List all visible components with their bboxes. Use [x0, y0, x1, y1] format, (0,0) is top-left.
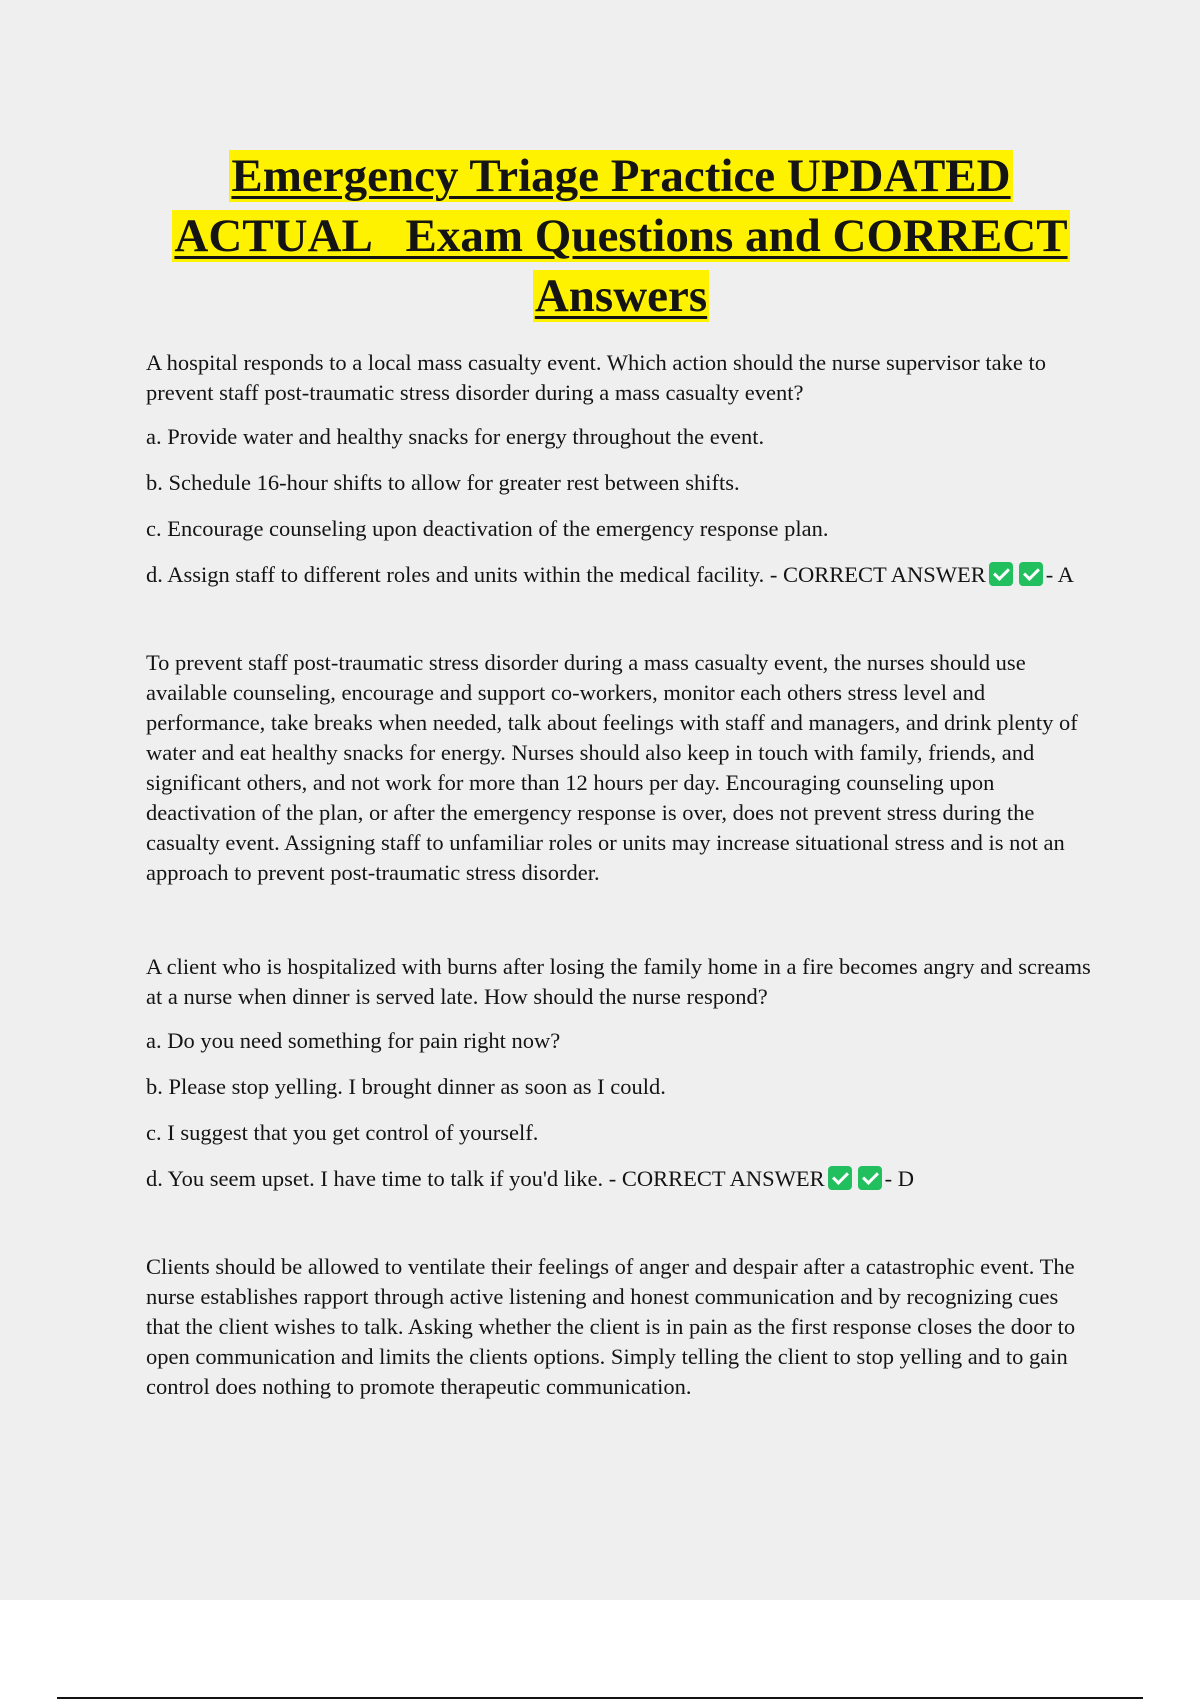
question-text: A hospital responds to a local mass casualty event. Which action should the nurse supervisor take to prevent staff post-traumatic stress disorder during a mass casualty event? — [146, 350, 1047, 405]
title-highlight-1: Emergency Triage Practice UPDATED — [231, 150, 1011, 202]
explanation-text: Clients should be allowed to ventilate their feelings of anger and despair after a catastrophic event. The nurse establishes rapport through active listening and honest communication and by recognizing cues that the client wishes to talk. Asking whether the client is in pain as the first response closes the door to open communication and limits the clients options. Simply telling the client to stop yelling and to gain control does nothing to promote therapeutic communication. — [146, 1254, 1076, 1399]
document-content — [146, 146, 1096, 1402]
option-b: b. Schedule 16-hour shifts to allow for greater rest between shifts. — [146, 470, 740, 495]
question-block-2 — [146, 952, 1096, 1402]
option-b: b. Please stop yelling. I brought dinner as soon as I could. — [146, 1074, 666, 1099]
bottom-divider — [57, 1697, 1143, 1699]
title-line-3 — [146, 266, 1096, 326]
option-a: a. Provide water and healthy snacks for energy throughout the event. — [146, 424, 765, 449]
title-line-2 — [146, 206, 1096, 266]
question-text: A client who is hospitalized with burns after losing the family home in a fire becomes angry and screams at a nurse when dinner is served late. How should the nurse respond? — [146, 954, 1091, 1009]
title-highlight-2: ACTUAL Exam Questions and CORRECT — [174, 210, 1068, 262]
question-block-1 — [146, 348, 1096, 888]
title-highlight-3: Answers — [534, 270, 708, 322]
option-d-text: d. Assign staff to different roles and units within the medical facility. - CORRECT ANSWER — [146, 562, 986, 587]
option-d — [146, 1164, 1096, 1194]
check-mark-icon — [989, 562, 1013, 586]
check-mark-icon — [828, 1166, 852, 1190]
explanation-text: To prevent staff post-traumatic stress disorder during a mass casualty event, the nurses should use available counseling, encourage and support co-workers, monitor each others stress level and performance, take breaks when needed, talk about feelings with staff and managers, and drink plenty of water and eat healthy snacks for energy. Nurses should also keep in touch with family, friends, and significant others, and not work for more than 12 hours per day. Encouraging counseling upon deactivation of the plan, or after the emergency response is over, does not prevent stress during the casualty event. Assigning staff to unfamiliar roles or units may increase situational stress and is not an approach to prevent post-traumatic stress disorder. — [146, 650, 1078, 885]
option-d — [146, 560, 1096, 590]
option-c: c. Encourage counseling upon deactivation of the emergency response plan. — [146, 516, 829, 541]
check-mark-icon — [1019, 562, 1043, 586]
document-title — [146, 146, 1096, 326]
answer-letter: - A — [1045, 562, 1074, 587]
option-d-text: d. You seem upset. I have time to talk if you'd like. - CORRECT ANSWER — [146, 1166, 825, 1191]
option-a: a. Do you need something for pain right now? — [146, 1028, 561, 1053]
check-mark-icon — [858, 1166, 882, 1190]
title-line-1 — [146, 146, 1096, 206]
answer-letter: - D — [884, 1166, 914, 1191]
option-c: c. I suggest that you get control of yourself. — [146, 1120, 539, 1145]
